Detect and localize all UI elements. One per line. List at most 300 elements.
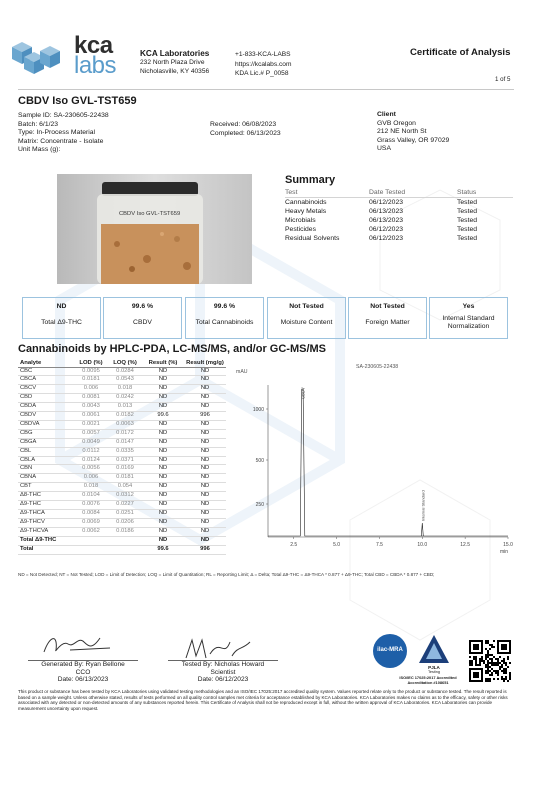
x-tick-label: 5.0	[333, 542, 341, 548]
result-mgg-cell: ND	[200, 483, 210, 490]
lod-cell: 0.0021	[82, 420, 100, 427]
lod-cell: 0.0084	[82, 510, 100, 516]
qr-module	[485, 640, 487, 642]
qr-module	[503, 678, 505, 680]
table-row	[18, 474, 226, 483]
total-row	[18, 545, 226, 554]
result-mgg-cell: ND	[200, 376, 210, 383]
result-mgg-cell: ND	[200, 385, 210, 392]
accreditation-number: Accreditation #108651	[407, 680, 449, 685]
sample-matrix: Matrix: Concentrate - Isolate	[18, 137, 104, 145]
received-date: Received: 06/08/2023	[210, 121, 277, 128]
analyte-cell: CBC	[20, 367, 33, 374]
result-box-value: ND	[56, 303, 67, 310]
qr-module	[491, 654, 493, 656]
lod-cell: 0.0181	[82, 376, 100, 383]
qr-module	[497, 672, 499, 674]
qr-module	[469, 652, 483, 654]
qr-module	[471, 664, 473, 666]
result-mgg-cell: ND	[200, 518, 210, 525]
result-pct-cell: ND	[158, 394, 168, 401]
lab-website: https://kcalabs.com	[235, 60, 292, 68]
summary-row	[285, 198, 513, 207]
qr-module	[503, 660, 505, 662]
result-pct-cell: ND	[158, 447, 168, 454]
qr-module	[483, 662, 485, 664]
result-pct-cell: ND	[158, 536, 168, 543]
x-tick-label: 2.5	[290, 542, 298, 548]
lod-cell: 0.0069	[82, 518, 100, 525]
sign-block-2	[168, 660, 278, 684]
col-analyte: Analyte	[20, 360, 42, 366]
qr-module	[493, 664, 495, 666]
result-box-value: Not Tested	[289, 303, 324, 310]
qr-module	[487, 662, 489, 664]
summary-title: Summary	[285, 174, 336, 186]
summary-col-status: Status	[457, 189, 477, 196]
internal-standard-peak	[421, 523, 423, 536]
col-loq: LOQ (%)	[113, 360, 137, 366]
qr-module	[491, 644, 493, 646]
result-mgg-cell: ND	[200, 510, 210, 516]
lab-address-2: Nicholasville, KY 40356	[140, 68, 210, 75]
qr-module	[491, 664, 493, 666]
qr-module	[489, 654, 491, 656]
qr-module	[471, 660, 473, 662]
peak-label-cbdv: CBDV	[300, 387, 306, 399]
result-box	[185, 297, 264, 339]
qr-module	[485, 666, 487, 668]
col-result-pct: Result (%)	[148, 360, 178, 366]
qr-module	[485, 642, 487, 644]
qr-module	[487, 650, 489, 652]
qr-module	[489, 666, 491, 668]
loq-cell: 0.013	[117, 403, 133, 410]
lod-cell: 0.0112	[82, 447, 100, 454]
total-row	[18, 536, 226, 545]
summary-status: Tested	[457, 208, 478, 215]
qr-module	[485, 654, 487, 656]
analyte-cell: Δ9-THCA	[20, 510, 45, 516]
result-box-label: CBDV	[133, 319, 152, 326]
result-mgg-cell: ND	[200, 465, 210, 472]
qr-module	[495, 670, 497, 672]
qr-module	[507, 666, 509, 668]
qr-module	[499, 666, 501, 668]
loq-cell: 0.0284	[116, 367, 134, 374]
y-tick-label: 500	[255, 458, 264, 464]
loq-cell: 0.0181	[116, 474, 134, 481]
lod-cell: 0.0095	[82, 367, 100, 374]
qr-module	[489, 644, 491, 646]
qr-module	[481, 656, 483, 658]
lab-contact-block	[235, 50, 291, 79]
lod-cell: 0.0076	[82, 501, 100, 508]
qr-module	[493, 640, 495, 642]
result-pct-cell: ND	[158, 527, 168, 534]
loq-cell: 0.0206	[116, 518, 134, 525]
result-pct-cell: ND	[158, 483, 168, 490]
qr-module	[501, 644, 507, 650]
result-box-label: Total Cannabinoids	[195, 319, 254, 326]
sign2-date: Date: 06/12/2023	[197, 676, 249, 684]
qr-module	[473, 656, 475, 658]
summary-test: Microbials	[285, 217, 316, 224]
qr-module	[475, 656, 477, 658]
analyte-cell: CBDV	[20, 412, 37, 419]
lod-cell: 0.0062	[82, 527, 100, 534]
result-mgg-cell: ND	[200, 438, 210, 445]
qr-module	[493, 670, 495, 672]
qr-module	[487, 654, 489, 656]
qr-module	[509, 640, 511, 654]
loq-cell: 0.0169	[116, 465, 134, 472]
qr-module	[503, 670, 505, 672]
result-pct-cell: ND	[158, 510, 168, 516]
qr-module	[479, 660, 481, 662]
qr-module	[505, 672, 507, 674]
qr-module	[505, 664, 507, 666]
x-unit-label: min	[499, 549, 508, 555]
footnote-abbreviations: ND = Not Detected; NT = Not Tested; LOD = Limit of Detection; LOQ = Limit of Quantitation; RL = Reporting Limit; Δ = Delta; Total Δ9-THC = Δ9-THCA * 0.877 + Δ9-THC; Total CBD = CBDA * 0.877 + CBD;	[18, 572, 435, 577]
result-box	[429, 297, 508, 339]
summary-row	[285, 225, 513, 234]
result-box-label: Foreign Matter	[365, 319, 410, 326]
analyte-cell: Δ8-THC	[20, 492, 41, 499]
qr-module	[487, 664, 489, 666]
result-box-value: Yes	[462, 303, 475, 310]
loq-cell: 0.0242	[116, 394, 134, 401]
qr-module	[469, 662, 471, 664]
table-row	[18, 429, 226, 438]
cannabinoids-title: Cannabinoids by HPLC-PDA, LC-MS/MS, and/or GC-MS/MS	[18, 343, 326, 355]
analyte-cell: CBDA	[20, 403, 37, 410]
qr-module	[489, 662, 491, 664]
lab-address-1: 232 North Plaza Drive	[140, 59, 205, 66]
analyte-cell: Total Δ9-THC	[20, 536, 57, 543]
signature-nicholas-howard	[180, 636, 260, 662]
summary-status: Tested	[457, 217, 478, 224]
table-row	[18, 403, 226, 412]
lod-cell: 0.0061	[82, 412, 100, 419]
header-divider	[18, 89, 514, 90]
qr-module	[479, 662, 481, 664]
sample-unit-mass: Unit Mass (g):	[18, 146, 61, 154]
loq-cell: 0.018	[117, 385, 133, 392]
qr-module	[477, 664, 479, 666]
qr-module	[505, 668, 507, 670]
result-pct-cell: ND	[158, 367, 168, 374]
result-box	[348, 297, 427, 339]
table-row	[18, 456, 226, 465]
qr-module	[499, 656, 501, 658]
analyte-cell: CBLA	[20, 456, 36, 463]
qr-module	[475, 664, 477, 666]
loq-cell	[108, 536, 142, 545]
table-row	[18, 447, 226, 456]
analyte-cell: CBL	[20, 447, 32, 454]
qr-module	[491, 674, 493, 676]
loq-cell: 0.0172	[116, 429, 134, 436]
qr-module	[489, 674, 491, 676]
peak-label-internal-standard: Internal Standard	[420, 490, 426, 521]
sign2-by: Tested By: Nicholas Howard	[181, 661, 265, 668]
summary-test: Residual Solvents	[285, 235, 340, 242]
qr-module	[507, 680, 509, 682]
result-pct-cell: ND	[158, 385, 168, 392]
qr-module	[499, 662, 501, 664]
qr-module	[493, 656, 495, 658]
qr-module	[485, 672, 487, 674]
loq-cell: 0.0543	[116, 376, 134, 383]
result-pct-cell: ND	[158, 474, 168, 481]
summary-test: Heavy Metals	[285, 208, 327, 215]
qr-module	[497, 658, 499, 660]
result-pct-cell: ND	[158, 376, 168, 383]
result-box-value: 99.6 %	[131, 303, 154, 310]
qr-module	[485, 670, 487, 672]
result-box	[22, 297, 101, 339]
analyte-cell: CBGA	[20, 438, 37, 445]
client-block	[377, 111, 449, 154]
disclaimer: This product or substance has been tested by KCA Laboratories using validated testing methodologies and an ISO/IEC 17025:2017 accredited quality system. Values reported relate only to the product or substance tested. The result reported is based on a sample weight. Unless otherwise stated, results of tests performed on all quality control samples met criteria for acceptance established by KCA Laboratories. KCA Laboratories makes no claims as to the efficacy, safety or other risks associated with any detected or non-detected amounts of any substances reported herein. This Certificate of Analysis shall not be reproduced except in full, without the written approval of KCA Laboratories. KCA Laboratories can provide measurement uncertainty upon request.	[18, 689, 508, 711]
table-row	[18, 518, 226, 527]
qr-module	[501, 666, 503, 668]
analyte-cell: Δ9-THC	[20, 501, 41, 508]
result-mgg-cell: ND	[200, 403, 210, 410]
qr-module	[483, 660, 485, 662]
qr-module	[499, 668, 501, 670]
summary-header-row	[285, 188, 513, 198]
loq-cell: 0.0063	[116, 420, 134, 427]
page-number: 1 of 5	[495, 76, 511, 83]
table-row	[18, 510, 226, 519]
lod-cell: 0.0043	[82, 403, 100, 410]
result-mgg-cell: ND	[200, 492, 210, 499]
qr-module	[487, 666, 489, 668]
analyte-cell: CBT	[20, 483, 32, 490]
qr-module	[509, 672, 511, 674]
qr-module	[469, 680, 483, 682]
result-mgg-cell: ND	[200, 527, 210, 534]
cannabinoids-table	[18, 360, 226, 555]
x-tick-label: 10.0	[417, 542, 428, 548]
analyte-cell: CBDVA	[20, 420, 40, 427]
x-tick-label: 15.0	[503, 542, 513, 548]
result-box-value: 99.6 %	[213, 303, 236, 310]
product-photo	[57, 174, 252, 284]
qr-module	[473, 644, 479, 650]
qr-module	[485, 678, 487, 680]
qr-module	[469, 660, 471, 662]
qr-module	[497, 662, 499, 664]
qr-module	[489, 658, 491, 660]
qr-module	[497, 640, 511, 642]
result-pct-cell: ND	[158, 420, 168, 427]
result-mgg-cell: ND	[200, 536, 210, 543]
qr-module	[481, 640, 483, 654]
analyte-cell: Δ9-THCV	[20, 518, 45, 525]
qr-module	[509, 678, 511, 680]
result-mgg-cell: ND	[200, 447, 210, 454]
qr-module	[501, 670, 503, 672]
qr-module	[497, 664, 499, 666]
analyte-cell: CBCV	[20, 385, 37, 392]
summary-rows	[285, 198, 513, 243]
logo-labs-text: labs	[74, 52, 117, 79]
qr-module	[481, 668, 483, 682]
summary-table	[285, 188, 513, 243]
qr-module	[487, 660, 489, 662]
qr-module	[491, 646, 493, 648]
cannabinoids-header-row	[18, 360, 226, 367]
sample-info-block	[18, 112, 109, 155]
lod-cell: 0.0104	[82, 492, 100, 499]
qr-module	[475, 660, 477, 662]
summary-test: Cannabinoids	[285, 199, 327, 206]
qr-module	[497, 678, 499, 680]
result-mgg-cell: ND	[200, 420, 210, 427]
client-name: GVB Oregon	[377, 119, 416, 127]
sample-dates	[210, 121, 281, 138]
qr-module	[507, 658, 509, 660]
qr-module	[489, 648, 491, 650]
table-row	[18, 412, 226, 421]
sign1-by: Generated By: Ryan Bellone	[41, 661, 125, 668]
table-row	[18, 501, 226, 510]
qr-module	[497, 640, 499, 654]
logo-kca-text: kca	[74, 32, 113, 59]
analyte-cell: Δ9-THCVA	[20, 527, 49, 534]
result-box	[267, 297, 346, 339]
qr-module	[479, 664, 481, 666]
qr-module	[491, 672, 493, 674]
summary-col-date: Date Tested	[369, 189, 406, 196]
result-box-label: Moisture Content	[280, 319, 333, 326]
analyte-cell: CBCA	[20, 376, 37, 383]
col-result-mgg: Result (mg/g)	[186, 360, 224, 366]
table-row	[18, 438, 226, 447]
loq-cell: 0.0371	[116, 456, 134, 463]
result-pct-cell: ND	[158, 465, 168, 472]
result-mgg-cell: ND	[200, 394, 210, 401]
result-pct-cell: ND	[158, 438, 168, 445]
qr-module	[469, 640, 471, 654]
sign-block-1	[28, 660, 138, 684]
analyte-cell: CBN	[20, 465, 33, 472]
qr-module	[497, 670, 499, 672]
result-mgg-cell: ND	[200, 456, 210, 463]
qr-module	[495, 658, 497, 660]
analyte-cell: CBNA	[20, 474, 37, 481]
ilac-mra-badge	[373, 634, 407, 668]
qr-module	[469, 656, 471, 658]
iso-text: ISO/IEC 17025:2017 Accredited	[399, 675, 457, 680]
summary-test: Pesticides	[285, 226, 316, 233]
loq-cell: 0.0227	[116, 501, 134, 508]
chromatogram-unit: mAU	[236, 369, 248, 375]
result-mgg-cell: 996	[200, 545, 210, 552]
loq-cell: 0.0335	[116, 447, 134, 454]
lod-cell: 0.0056	[82, 465, 100, 472]
pjla-triangle-icon	[418, 634, 450, 664]
qr-module	[469, 668, 483, 670]
summary-date: 06/12/2023	[369, 226, 404, 233]
table-row	[18, 527, 226, 536]
lab-license: KDA Lic.# P_0058	[235, 70, 289, 77]
qr-module	[503, 668, 505, 670]
lab-name: KCA Laboratories	[140, 49, 210, 58]
qr-module	[487, 652, 489, 654]
qr-module	[509, 674, 511, 676]
lab-phone: +1-833-KCA-LABS	[235, 51, 291, 58]
sign1-role: CCO	[75, 668, 91, 676]
table-row	[18, 483, 226, 492]
loq-cell: 0.0182	[116, 412, 134, 419]
loq-cell: 0.0251	[116, 510, 134, 516]
qr-module	[487, 672, 489, 674]
qr-module	[487, 678, 489, 680]
lod-cell: 0.006	[83, 385, 99, 392]
result-pct-cell: 99.6	[157, 545, 169, 552]
logo-wordmark	[74, 32, 117, 79]
chromatogram-chart	[236, 375, 516, 560]
lod-cell: 0.0049	[82, 438, 100, 445]
qr-module	[469, 640, 483, 642]
qr-module	[497, 674, 499, 676]
summary-row	[285, 234, 513, 243]
result-pct-cell: 99.6	[157, 412, 169, 419]
ilac-text: ilac-MRA	[377, 647, 403, 653]
qr-module	[473, 658, 475, 660]
iso-accreditation	[378, 675, 478, 685]
lod-cell: 0.018	[83, 483, 99, 490]
result-pct-cell: ND	[158, 403, 168, 410]
analyte-cell: CBD	[20, 394, 33, 401]
result-box-value: Not Tested	[370, 303, 405, 310]
table-row	[18, 492, 226, 501]
sample-type: Type: In-Process Material	[18, 129, 96, 137]
completed-date: Completed: 06/13/2023	[210, 129, 281, 137]
table-row	[18, 465, 226, 474]
result-pct-cell: ND	[158, 492, 168, 499]
qr-module	[491, 668, 493, 670]
table-row	[18, 420, 226, 429]
qr-module	[491, 658, 493, 660]
qr-module	[485, 664, 487, 666]
result-pct-cell: ND	[158, 429, 168, 436]
qr-module	[495, 662, 497, 664]
qr-module	[505, 676, 507, 678]
table-row	[18, 367, 226, 376]
qr-module	[503, 680, 505, 682]
qr-module	[497, 652, 511, 654]
qr-module	[493, 662, 495, 664]
qr-module	[505, 678, 507, 680]
qr-module	[485, 656, 487, 658]
qr-module	[503, 672, 505, 674]
pjla-text: PJLA	[428, 665, 440, 670]
summary-date: 06/12/2023	[369, 235, 404, 242]
result-box	[103, 297, 182, 339]
client-street: 212 NE North St	[377, 128, 427, 136]
loq-cell: 0.0186	[116, 527, 134, 534]
qr-module	[493, 678, 495, 680]
lab-address-block	[140, 49, 209, 76]
lod-cell: 0.0081	[82, 394, 100, 401]
qr-module	[487, 656, 489, 658]
qr-module	[485, 648, 487, 650]
